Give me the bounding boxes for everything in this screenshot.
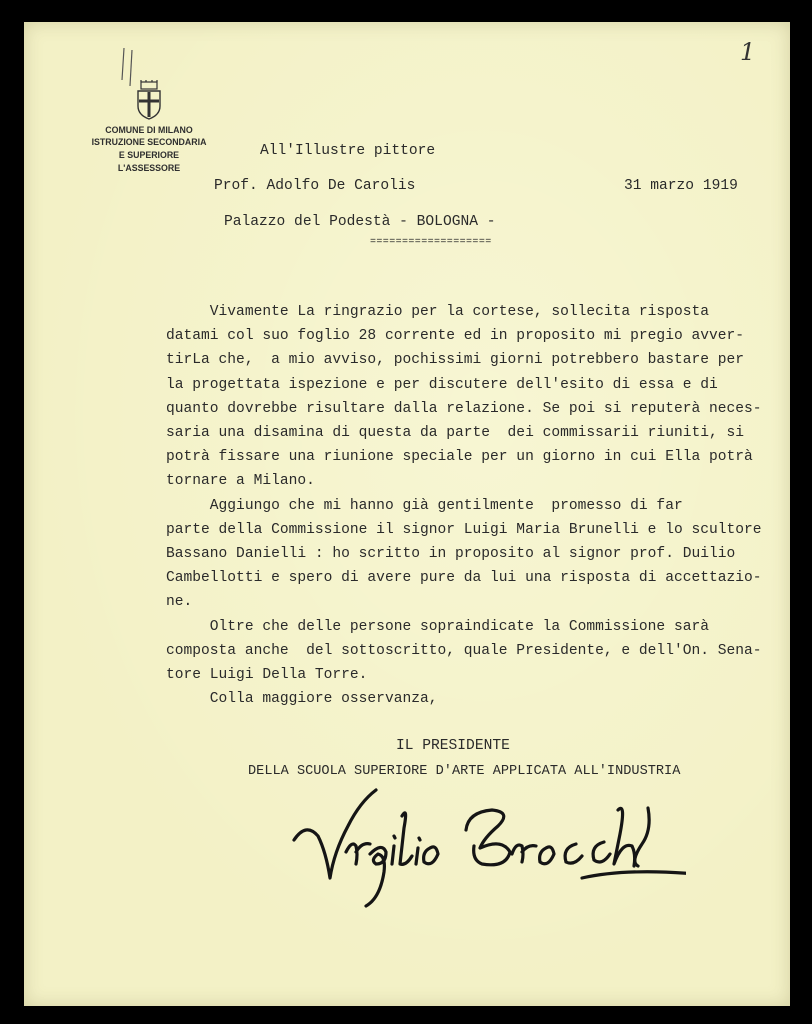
letterhead-office-2: E SUPERIORE [118, 149, 180, 160]
body-line: potrà fissare una riunione speciale per un giorno in cui Ella potrà [166, 449, 753, 466]
body-line: Bassano Danielli : ho scritto in proposito al signor prof. Duilio [166, 546, 736, 563]
letterhead-office: ISTRUZIONE SECONDARIA [91, 137, 207, 148]
body-line: datami col suo foglio 28 corrente ed in proposito mi pregio avver- [166, 328, 745, 345]
page-number: 1 [740, 38, 756, 66]
closing-title: IL PRESIDENTE [396, 738, 510, 754]
body-line: composta anche del sottoscritto, quale Presidente, e dell'On. Sena- [166, 642, 762, 659]
letter-page [24, 22, 790, 1006]
letterhead-role: L'ASSESSORE [117, 163, 181, 174]
body-line: Cambellotti e spero di avere pure da lui una risposta di accettazio- [166, 570, 762, 587]
letterhead-city: COMUNE DI MILANO [105, 125, 193, 135]
recipient-address: Palazzo del Podestà - BOLOGNA - [224, 214, 496, 230]
letter-body [166, 300, 806, 711]
body-line: Oltre che delle persone sopraindicate la Commissione sarà [166, 618, 709, 635]
recipient-salutation: All'Illustre pittore [260, 143, 436, 159]
closing-institution: DELLA SCUOLA SUPERIORE D'ARTE APPLICATA ALL'INDUSTRIA [248, 764, 681, 779]
body-line: parte della Commissione il signor Luigi Maria Brunelli e lo scultore [166, 521, 762, 538]
body-line: ne. [166, 594, 193, 611]
letterhead [86, 80, 212, 175]
letter-date: 31 marzo 1919 [624, 178, 738, 194]
handwritten-signature [286, 782, 686, 912]
body-line: la progettata ispezione e per discutere dell'esito di essa e di [166, 376, 718, 393]
body-line: Aggiungo che mi hanno già gentilmente promesso di far [166, 497, 683, 514]
body-line: quanto dovrebbe risultare dalla relazione. Se poi si reputerà neces- [166, 400, 762, 417]
body-line: Colla maggiore osservanza, [166, 691, 438, 708]
body-line: tornare a Milano. [166, 473, 315, 490]
address-underline: =================== [370, 237, 492, 248]
body-line: Vivamente La ringrazio per la cortese, sollecita risposta [166, 304, 709, 320]
body-line: saria una disamina di questa da parte dei commissarii riuniti, si [166, 425, 745, 442]
body-line: tirLa che, a mio avviso, pochissimi giorni potrebbero bastare per [166, 352, 745, 369]
recipient-name: Prof. Adolfo De Carolis [214, 178, 416, 194]
coat-of-arms-icon [135, 80, 163, 120]
body-line: tore Luigi Della Torre. [166, 667, 368, 684]
